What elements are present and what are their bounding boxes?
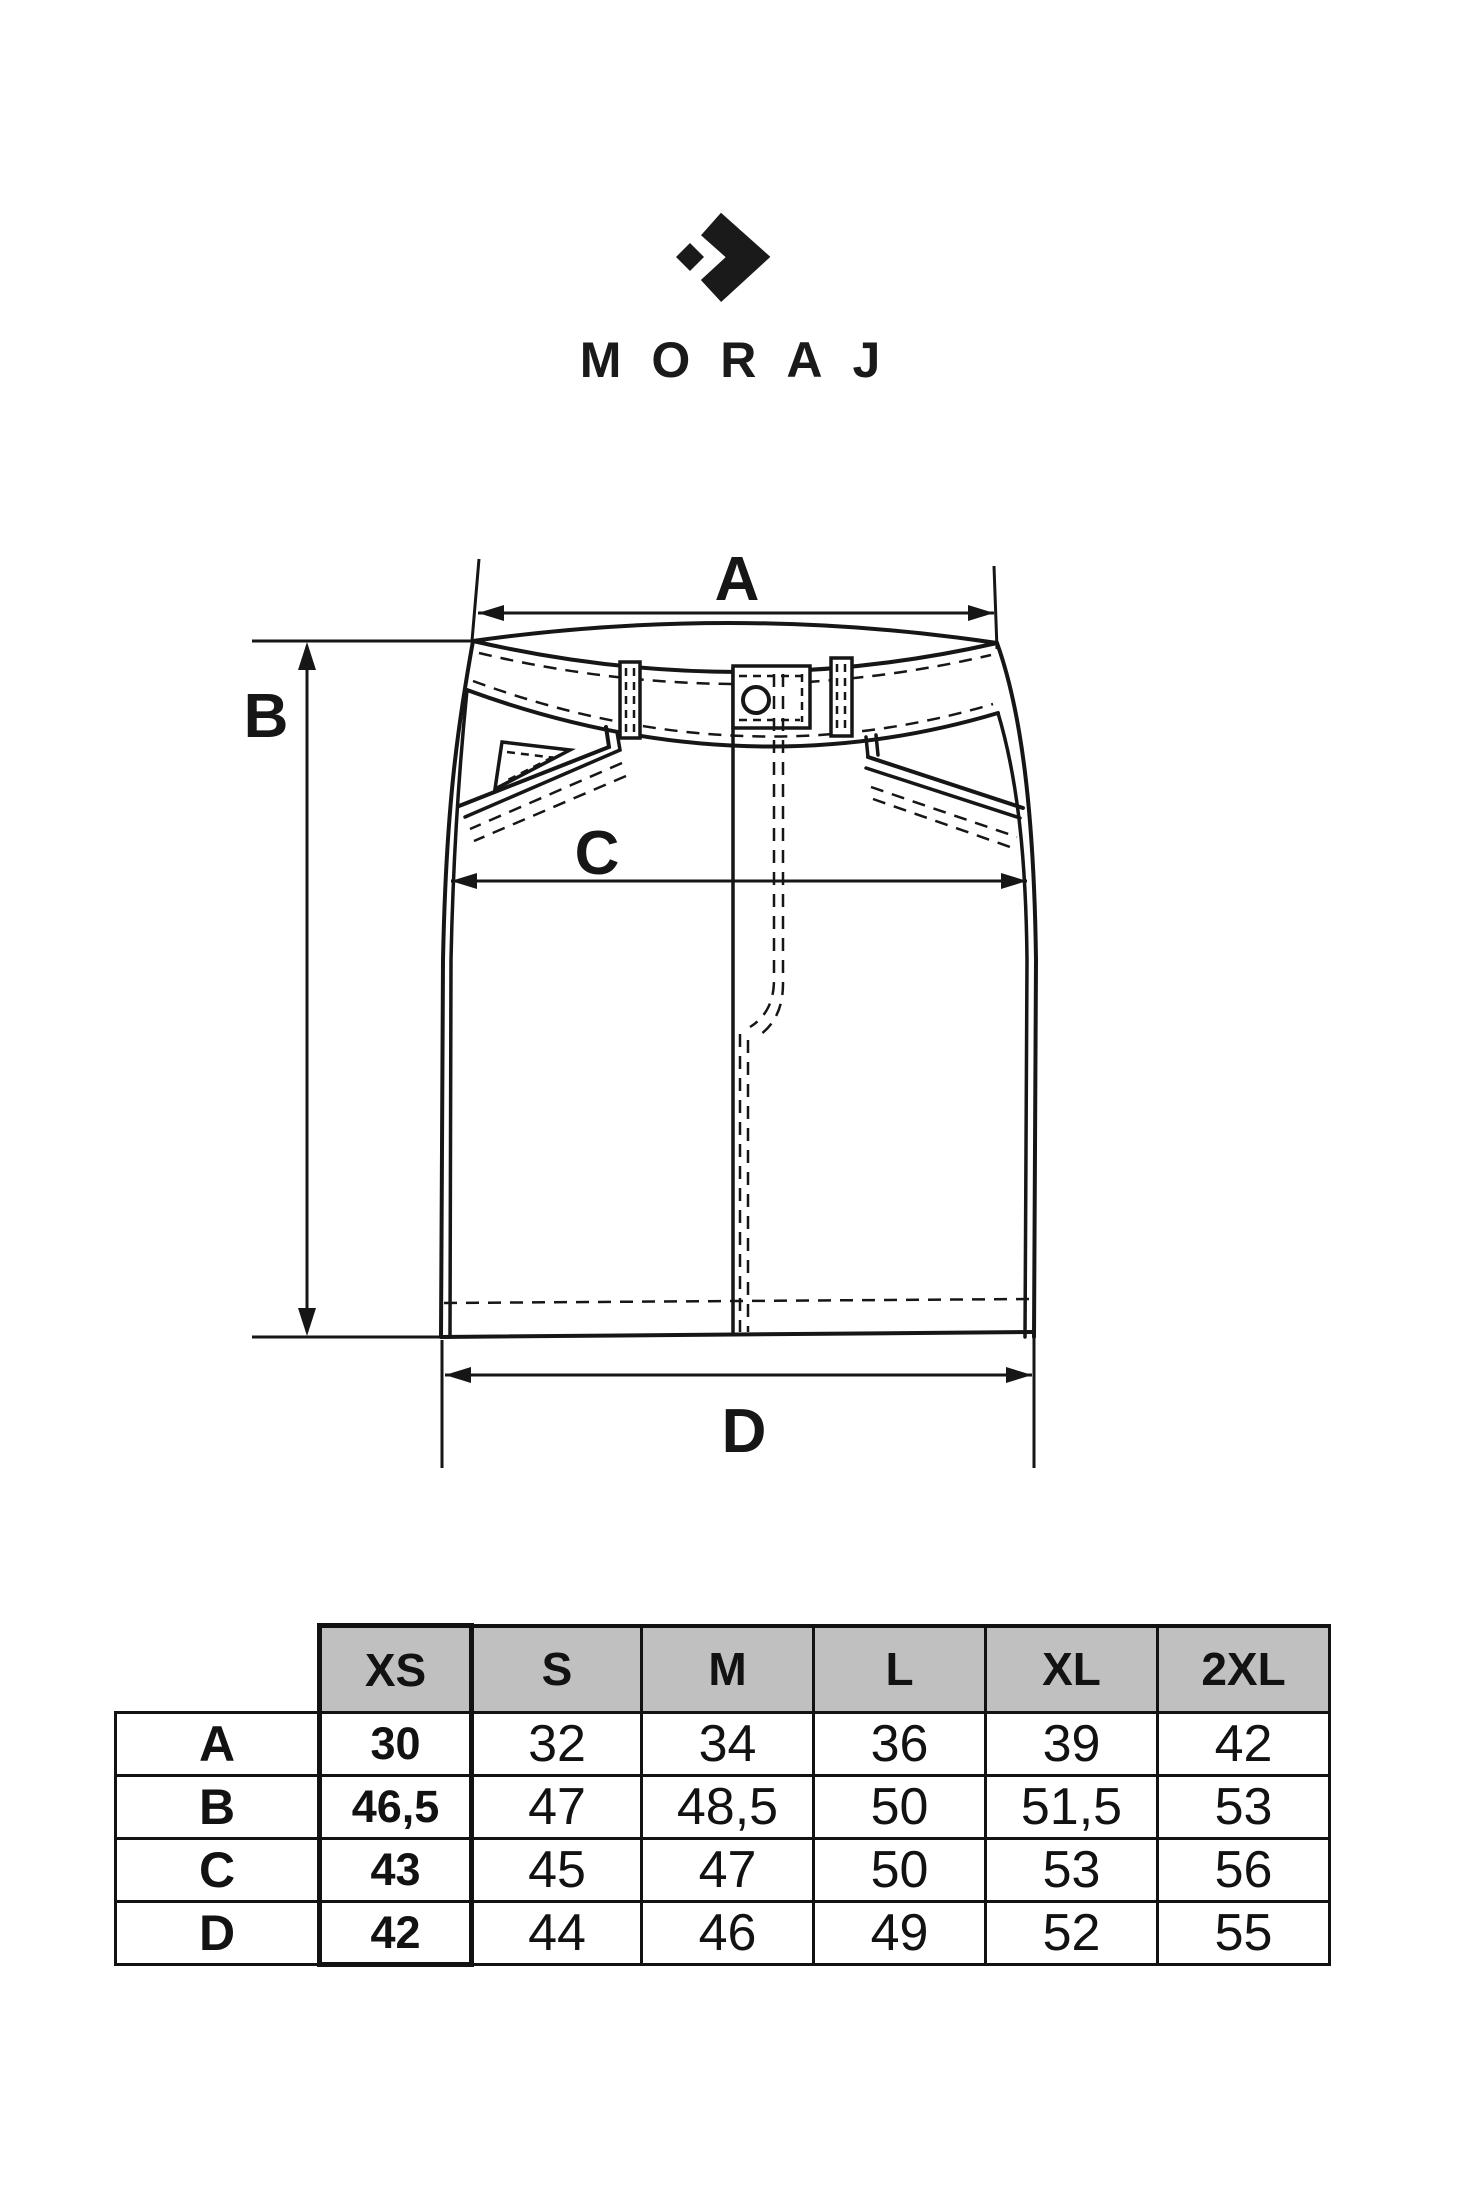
measurement-cell: 51,5	[986, 1776, 1158, 1839]
measurement-cell: 55	[1158, 1902, 1330, 1965]
measurement-cell: 45	[472, 1839, 642, 1902]
dimension-label-b: B	[243, 682, 289, 751]
size-header-m: M	[642, 1626, 814, 1713]
measurement-cell: 46	[642, 1902, 814, 1965]
size-chart-table	[114, 1623, 1331, 1967]
measurement-cell: 43	[320, 1839, 472, 1902]
dimension-label-c: C	[574, 819, 620, 888]
measurement-cell: 36	[814, 1713, 986, 1776]
measurement-cell: 46,5	[320, 1776, 472, 1839]
right-pocket	[866, 735, 1023, 848]
measurement-cell: 50	[814, 1776, 986, 1839]
measurement-cell: 39	[986, 1713, 1158, 1776]
button-placket	[733, 666, 810, 728]
dimension-arrow-b	[244, 641, 473, 1337]
size-header-2xl: 2XL	[1158, 1626, 1330, 1713]
measurement-cell: 32	[472, 1713, 642, 1776]
size-header-row	[116, 1626, 1330, 1713]
dimension-label-a: A	[714, 545, 760, 614]
measurement-cell: 42	[320, 1902, 472, 1965]
table-row-b	[116, 1776, 1330, 1839]
measurement-cell: 34	[642, 1713, 814, 1776]
hem-stitching	[444, 1299, 1031, 1303]
measurement-cell: 53	[986, 1839, 1158, 1902]
brand-name: MORAJ	[579, 332, 911, 388]
table-row-d	[116, 1902, 1330, 1965]
table-row-c	[116, 1839, 1330, 1902]
header-spacer-cell	[116, 1626, 320, 1713]
measurement-cell: 56	[1158, 1839, 1330, 1902]
measurement-cell: 48,5	[642, 1776, 814, 1839]
measurement-cell: 47	[642, 1839, 814, 1902]
measurement-cell: 49	[814, 1902, 986, 1965]
size-header-l: L	[814, 1626, 986, 1713]
measurement-cell: 50	[814, 1839, 986, 1902]
measurement-cell: 53	[1158, 1776, 1330, 1839]
table-row-a	[116, 1713, 1330, 1776]
dimension-arrow-c	[451, 819, 1027, 889]
measurement-cell: 42	[1158, 1713, 1330, 1776]
dimension-arrow-d	[442, 1338, 1034, 1468]
button-icon	[743, 687, 769, 713]
measurement-cell: 44	[472, 1902, 642, 1965]
dimension-label-d: D	[721, 1397, 767, 1466]
size-header-s: S	[472, 1626, 642, 1713]
skirt-outline	[441, 623, 1036, 1337]
row-label: A	[116, 1713, 320, 1776]
measurement-cell: 30	[320, 1713, 472, 1776]
measurement-cell: 47	[472, 1776, 642, 1839]
row-label: C	[116, 1839, 320, 1902]
size-header-xs: XS	[320, 1626, 472, 1713]
fly-stitching	[740, 674, 783, 1332]
row-label: D	[116, 1902, 320, 1965]
measurement-cell: 52	[986, 1902, 1158, 1965]
row-label: B	[116, 1776, 320, 1839]
size-header-xl: XL	[986, 1626, 1158, 1713]
